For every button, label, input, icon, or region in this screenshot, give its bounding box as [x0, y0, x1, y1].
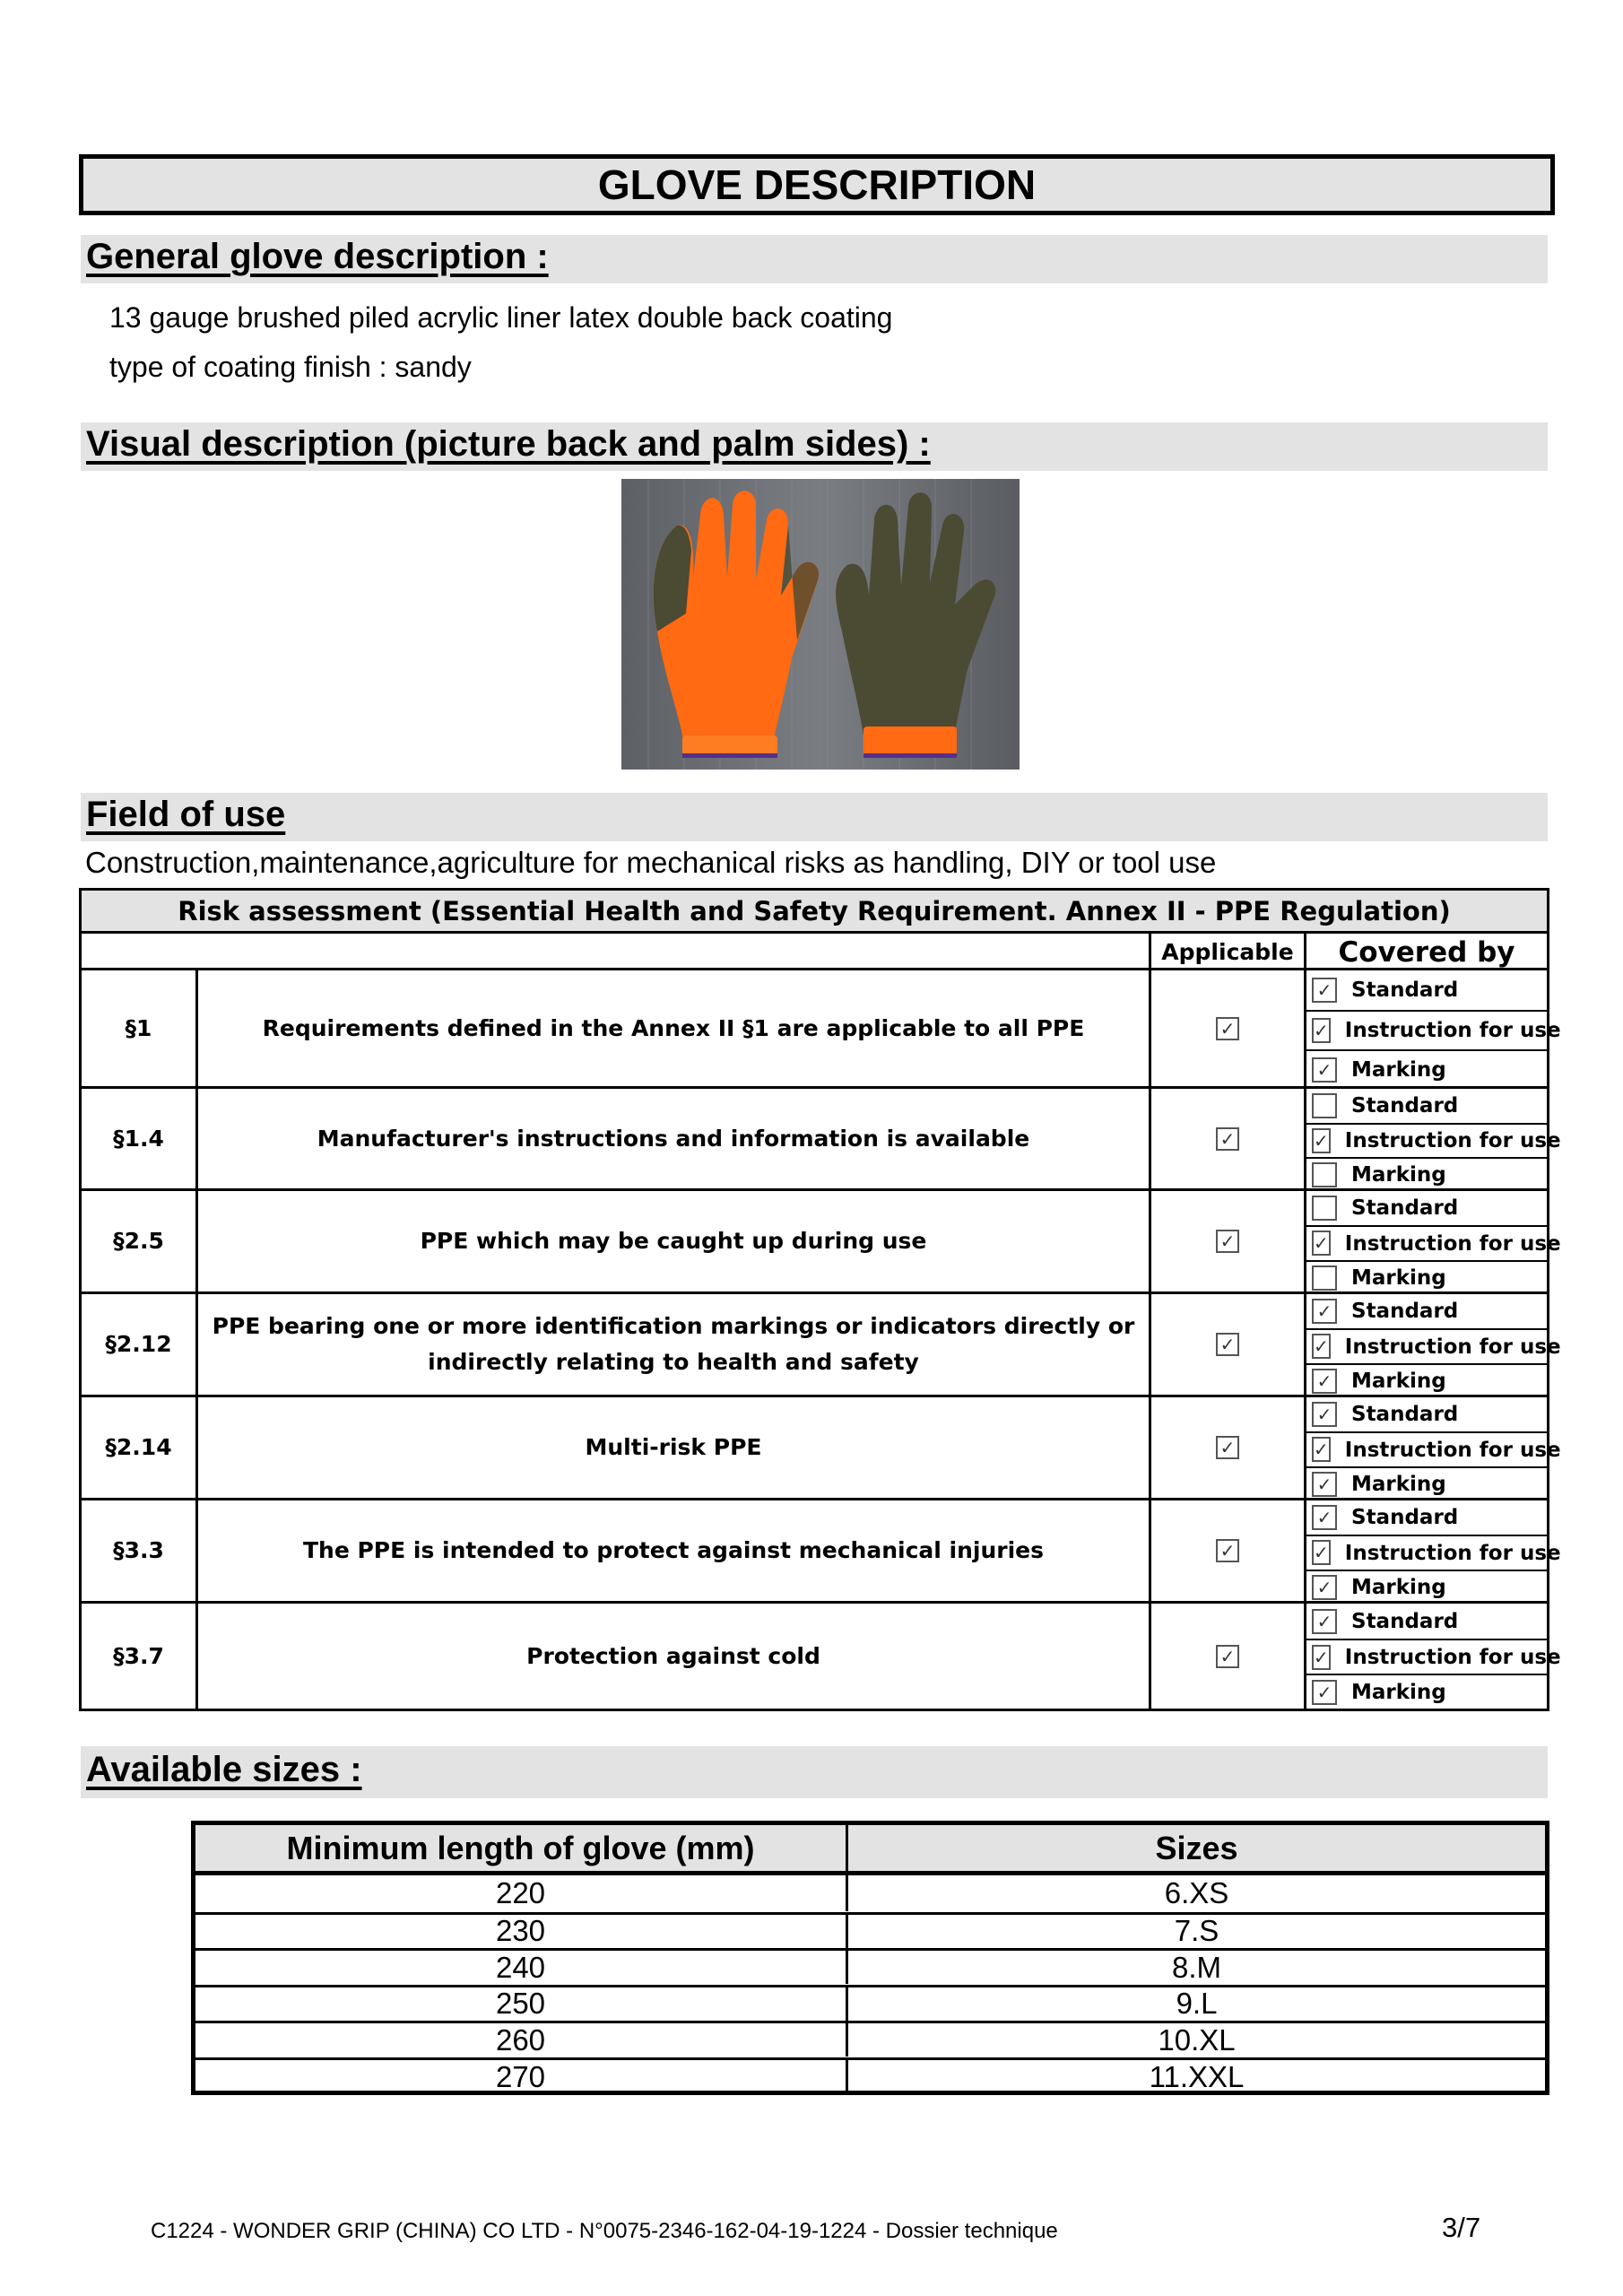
risk-assessment-table — [79, 888, 1561, 1711]
size-row — [195, 1985, 1545, 2021]
applicable-checkbox[interactable]: ✓ — [1216, 1645, 1239, 1668]
risk-row — [82, 1089, 1561, 1191]
size-cell: 10.XL — [1158, 2022, 1236, 2057]
covered-by-label: Marking — [1351, 1369, 1446, 1393]
covered-by-cell — [1306, 1397, 1561, 1498]
general-description-title: General glove description : — [86, 237, 549, 276]
applicable-checkbox[interactable]: ✓ — [1216, 1539, 1239, 1562]
size-cell: 7.S — [1174, 1914, 1219, 1948]
covered-by-item — [1306, 1123, 1561, 1157]
general-description-header — [81, 235, 1548, 283]
applicable-checkbox[interactable]: ✓ — [1216, 1230, 1239, 1253]
description-line: 13 gauge brushed piled acrylic liner latex double back coating — [109, 301, 893, 334]
section-number: §2.5 — [113, 1228, 164, 1254]
covered-by-item — [1306, 1225, 1561, 1259]
section-number: §2.14 — [105, 1434, 172, 1460]
covered-by-item — [1306, 1294, 1547, 1328]
applicable-cell — [1150, 1500, 1305, 1601]
covered-by-cell — [1306, 1191, 1561, 1292]
covered-by-checkbox[interactable]: ✓ — [1314, 1232, 1329, 1255]
covered-by-label: Standard — [1351, 1609, 1459, 1633]
page-number: 3/7 — [1442, 2212, 1481, 2243]
applicable-checkbox[interactable]: ✓ — [1216, 1436, 1239, 1459]
covered-by-checkbox[interactable]: ✓ — [1312, 1369, 1337, 1394]
covered-by-item — [1306, 1674, 1547, 1709]
covered-by-item — [1306, 1500, 1547, 1535]
size-cell: 9.L — [1176, 1987, 1218, 2021]
size-row — [195, 1948, 1545, 1984]
covered-by-item — [1306, 1466, 1547, 1500]
covered-by-item — [1306, 1363, 1547, 1397]
covered-by-label: Standard — [1351, 1403, 1459, 1427]
covered-by-header: Covered by — [1338, 935, 1515, 969]
field-of-use-title: Field of use — [86, 795, 286, 834]
coating-finish-line: type of coating finish : sandy — [109, 351, 472, 383]
covered-by-checkbox[interactable]: ✓ — [1314, 1542, 1329, 1564]
risk-assessment-title: Risk assessment (Essential Health and Safety Requirement. Annex II - PPE Regulation) — [82, 891, 1547, 934]
risk-row — [82, 970, 1561, 1089]
covered-by-item — [1306, 970, 1547, 1010]
covered-by-label: Marking — [1351, 1163, 1446, 1187]
covered-by-checkbox[interactable]: ✓ — [1312, 1472, 1337, 1497]
covered-by-checkbox[interactable] — [1312, 1196, 1337, 1221]
min-length-cell: 240 — [495, 1950, 546, 1984]
covered-by-checkbox[interactable]: ✓ — [1312, 1575, 1337, 1600]
covered-by-item — [1306, 1639, 1561, 1674]
footer-text: C1224 - WONDER GRIP (CHINA) CO LTD - N°0075-2346-162-04-19-1224 - Dossier technique — [151, 2219, 1058, 2243]
covered-by-label: Standard — [1351, 1196, 1459, 1221]
size-row — [195, 2021, 1545, 2057]
risk-row — [82, 1500, 1561, 1604]
covered-by-item — [1306, 1089, 1547, 1123]
section-number: §3.3 — [113, 1537, 164, 1563]
requirement-description: Protection against cold — [526, 1642, 820, 1669]
covered-by-item — [1306, 1260, 1547, 1294]
covered-by-checkbox[interactable]: ✓ — [1314, 1020, 1329, 1041]
risk-row — [82, 1294, 1561, 1397]
covered-by-label: Standard — [1351, 978, 1459, 1002]
size-cell: 11.XXL — [1149, 2059, 1245, 2093]
min-length-cell: 270 — [495, 2059, 546, 2093]
covered-by-label: Marking — [1351, 1265, 1446, 1290]
visual-description-title: Visual description (picture back and palm sides) : — [86, 424, 931, 464]
covered-by-item — [1306, 1049, 1547, 1089]
visual-description-header — [81, 422, 1548, 471]
covered-by-item — [1306, 1328, 1561, 1362]
covered-by-checkbox[interactable]: ✓ — [1312, 1609, 1337, 1634]
sizes-table-header — [195, 1825, 1545, 1875]
covered-by-checkbox[interactable]: ✓ — [1312, 1505, 1337, 1530]
section-number: §1 — [125, 1014, 152, 1041]
risk-row — [82, 1604, 1561, 1709]
min-length-cell: 250 — [495, 1987, 546, 2021]
applicable-header: Applicable — [1161, 939, 1294, 965]
requirement-description: The PPE is intended to protect against mechanical injuries — [302, 1537, 1045, 1563]
field-of-use-text: Construction,maintenance,agriculture for mechanical risks as handling, DIY or tool use — [85, 846, 1217, 879]
covered-by-label: Instruction for use — [1344, 1231, 1561, 1256]
covered-by-item — [1306, 1191, 1547, 1225]
applicable-cell — [1150, 1604, 1305, 1709]
covered-by-checkbox[interactable]: ✓ — [1314, 1439, 1329, 1461]
covered-by-checkbox[interactable]: ✓ — [1312, 1402, 1337, 1427]
section-number: §3.7 — [113, 1642, 164, 1669]
min-length-cell: 220 — [495, 1876, 546, 1909]
size-row — [195, 2057, 1545, 2093]
covered-by-checkbox[interactable]: ✓ — [1314, 1335, 1329, 1358]
risk-row — [82, 1191, 1561, 1294]
applicable-checkbox[interactable]: ✓ — [1216, 1333, 1239, 1356]
available-sizes-title: Available sizes : — [86, 1750, 362, 1789]
requirement-description: PPE bearing one or more identification markings or indicators directly or indirectly relating to health and safety — [212, 1313, 1135, 1375]
covered-by-item — [1306, 1157, 1547, 1191]
requirement-description: Manufacturer's instructions and information is available — [317, 1125, 1030, 1152]
covered-by-checkbox[interactable]: ✓ — [1314, 1130, 1329, 1152]
covered-by-label: Marking — [1351, 1680, 1446, 1704]
applicable-cell — [1150, 1294, 1305, 1395]
covered-by-checkbox[interactable]: ✓ — [1312, 1057, 1337, 1083]
covered-by-label: Instruction for use — [1344, 1129, 1561, 1152]
covered-by-cell — [1306, 1604, 1561, 1709]
sizes-column-header: Sizes — [1155, 1829, 1238, 1866]
covered-by-checkbox[interactable]: ✓ — [1312, 1299, 1337, 1324]
available-sizes-header — [81, 1746, 1548, 1798]
covered-by-label: Standard — [1351, 1094, 1459, 1118]
applicable-checkbox[interactable]: ✓ — [1216, 1017, 1239, 1040]
covered-by-checkbox[interactable]: ✓ — [1312, 1680, 1337, 1705]
field-of-use-header — [81, 793, 1548, 841]
covered-by-item — [1306, 1604, 1547, 1639]
page-title: GLOVE DESCRIPTION — [79, 154, 1555, 215]
covered-by-checkbox[interactable] — [1312, 1162, 1337, 1187]
applicable-checkbox[interactable]: ✓ — [1216, 1127, 1239, 1151]
covered-by-label: Instruction for use — [1344, 1541, 1561, 1565]
covered-by-item — [1306, 1431, 1561, 1465]
section-number: §1.4 — [113, 1125, 164, 1152]
covered-by-item — [1306, 1570, 1547, 1604]
covered-by-label: Instruction for use — [1344, 1335, 1561, 1359]
section-number: §2.12 — [105, 1331, 172, 1357]
covered-by-cell — [1306, 1089, 1561, 1188]
risk-row — [82, 1397, 1561, 1500]
length-column-header: Minimum length of glove (mm) — [286, 1829, 755, 1866]
covered-by-checkbox[interactable] — [1312, 1265, 1337, 1291]
applicable-cell — [1150, 1397, 1305, 1498]
covered-by-label: Standard — [1351, 1506, 1459, 1530]
requirement-description: PPE which may be caught up during use — [420, 1228, 927, 1254]
covered-by-label: Marking — [1351, 1472, 1446, 1496]
covered-by-cell — [1306, 970, 1561, 1086]
covered-by-cell — [1306, 1500, 1561, 1601]
size-cell: 8.M — [1171, 1950, 1221, 1984]
covered-by-label: Instruction for use — [1344, 1019, 1561, 1042]
min-length-cell: 230 — [495, 1914, 546, 1948]
covered-by-item — [1306, 1010, 1561, 1049]
applicable-cell — [1150, 1089, 1305, 1188]
covered-by-checkbox[interactable]: ✓ — [1314, 1646, 1329, 1668]
requirement-description: Requirements defined in the Annex II §1 are applicable to all PPE — [262, 1014, 1085, 1041]
size-cell: 6.XS — [1164, 1876, 1229, 1909]
size-row — [195, 1875, 1545, 1911]
sizes-table — [191, 1821, 1549, 2095]
covered-by-label: Instruction for use — [1344, 1438, 1561, 1462]
covered-by-checkbox[interactable]: ✓ — [1312, 978, 1337, 1003]
applicable-cell — [1150, 970, 1305, 1086]
covered-by-cell — [1306, 1294, 1561, 1395]
covered-by-label: Marking — [1351, 1058, 1446, 1082]
covered-by-label: Instruction for use — [1344, 1645, 1561, 1669]
covered-by-label: Marking — [1351, 1575, 1446, 1599]
min-length-cell: 260 — [495, 2022, 546, 2057]
applicable-cell — [1150, 1191, 1305, 1292]
requirement-description: Multi-risk PPE — [585, 1434, 762, 1460]
covered-by-label: Standard — [1351, 1300, 1459, 1324]
covered-by-item — [1306, 1397, 1547, 1431]
covered-by-checkbox[interactable] — [1312, 1093, 1337, 1118]
glove-photo — [621, 479, 1020, 770]
size-row — [195, 1912, 1545, 1948]
covered-by-item — [1306, 1535, 1561, 1569]
